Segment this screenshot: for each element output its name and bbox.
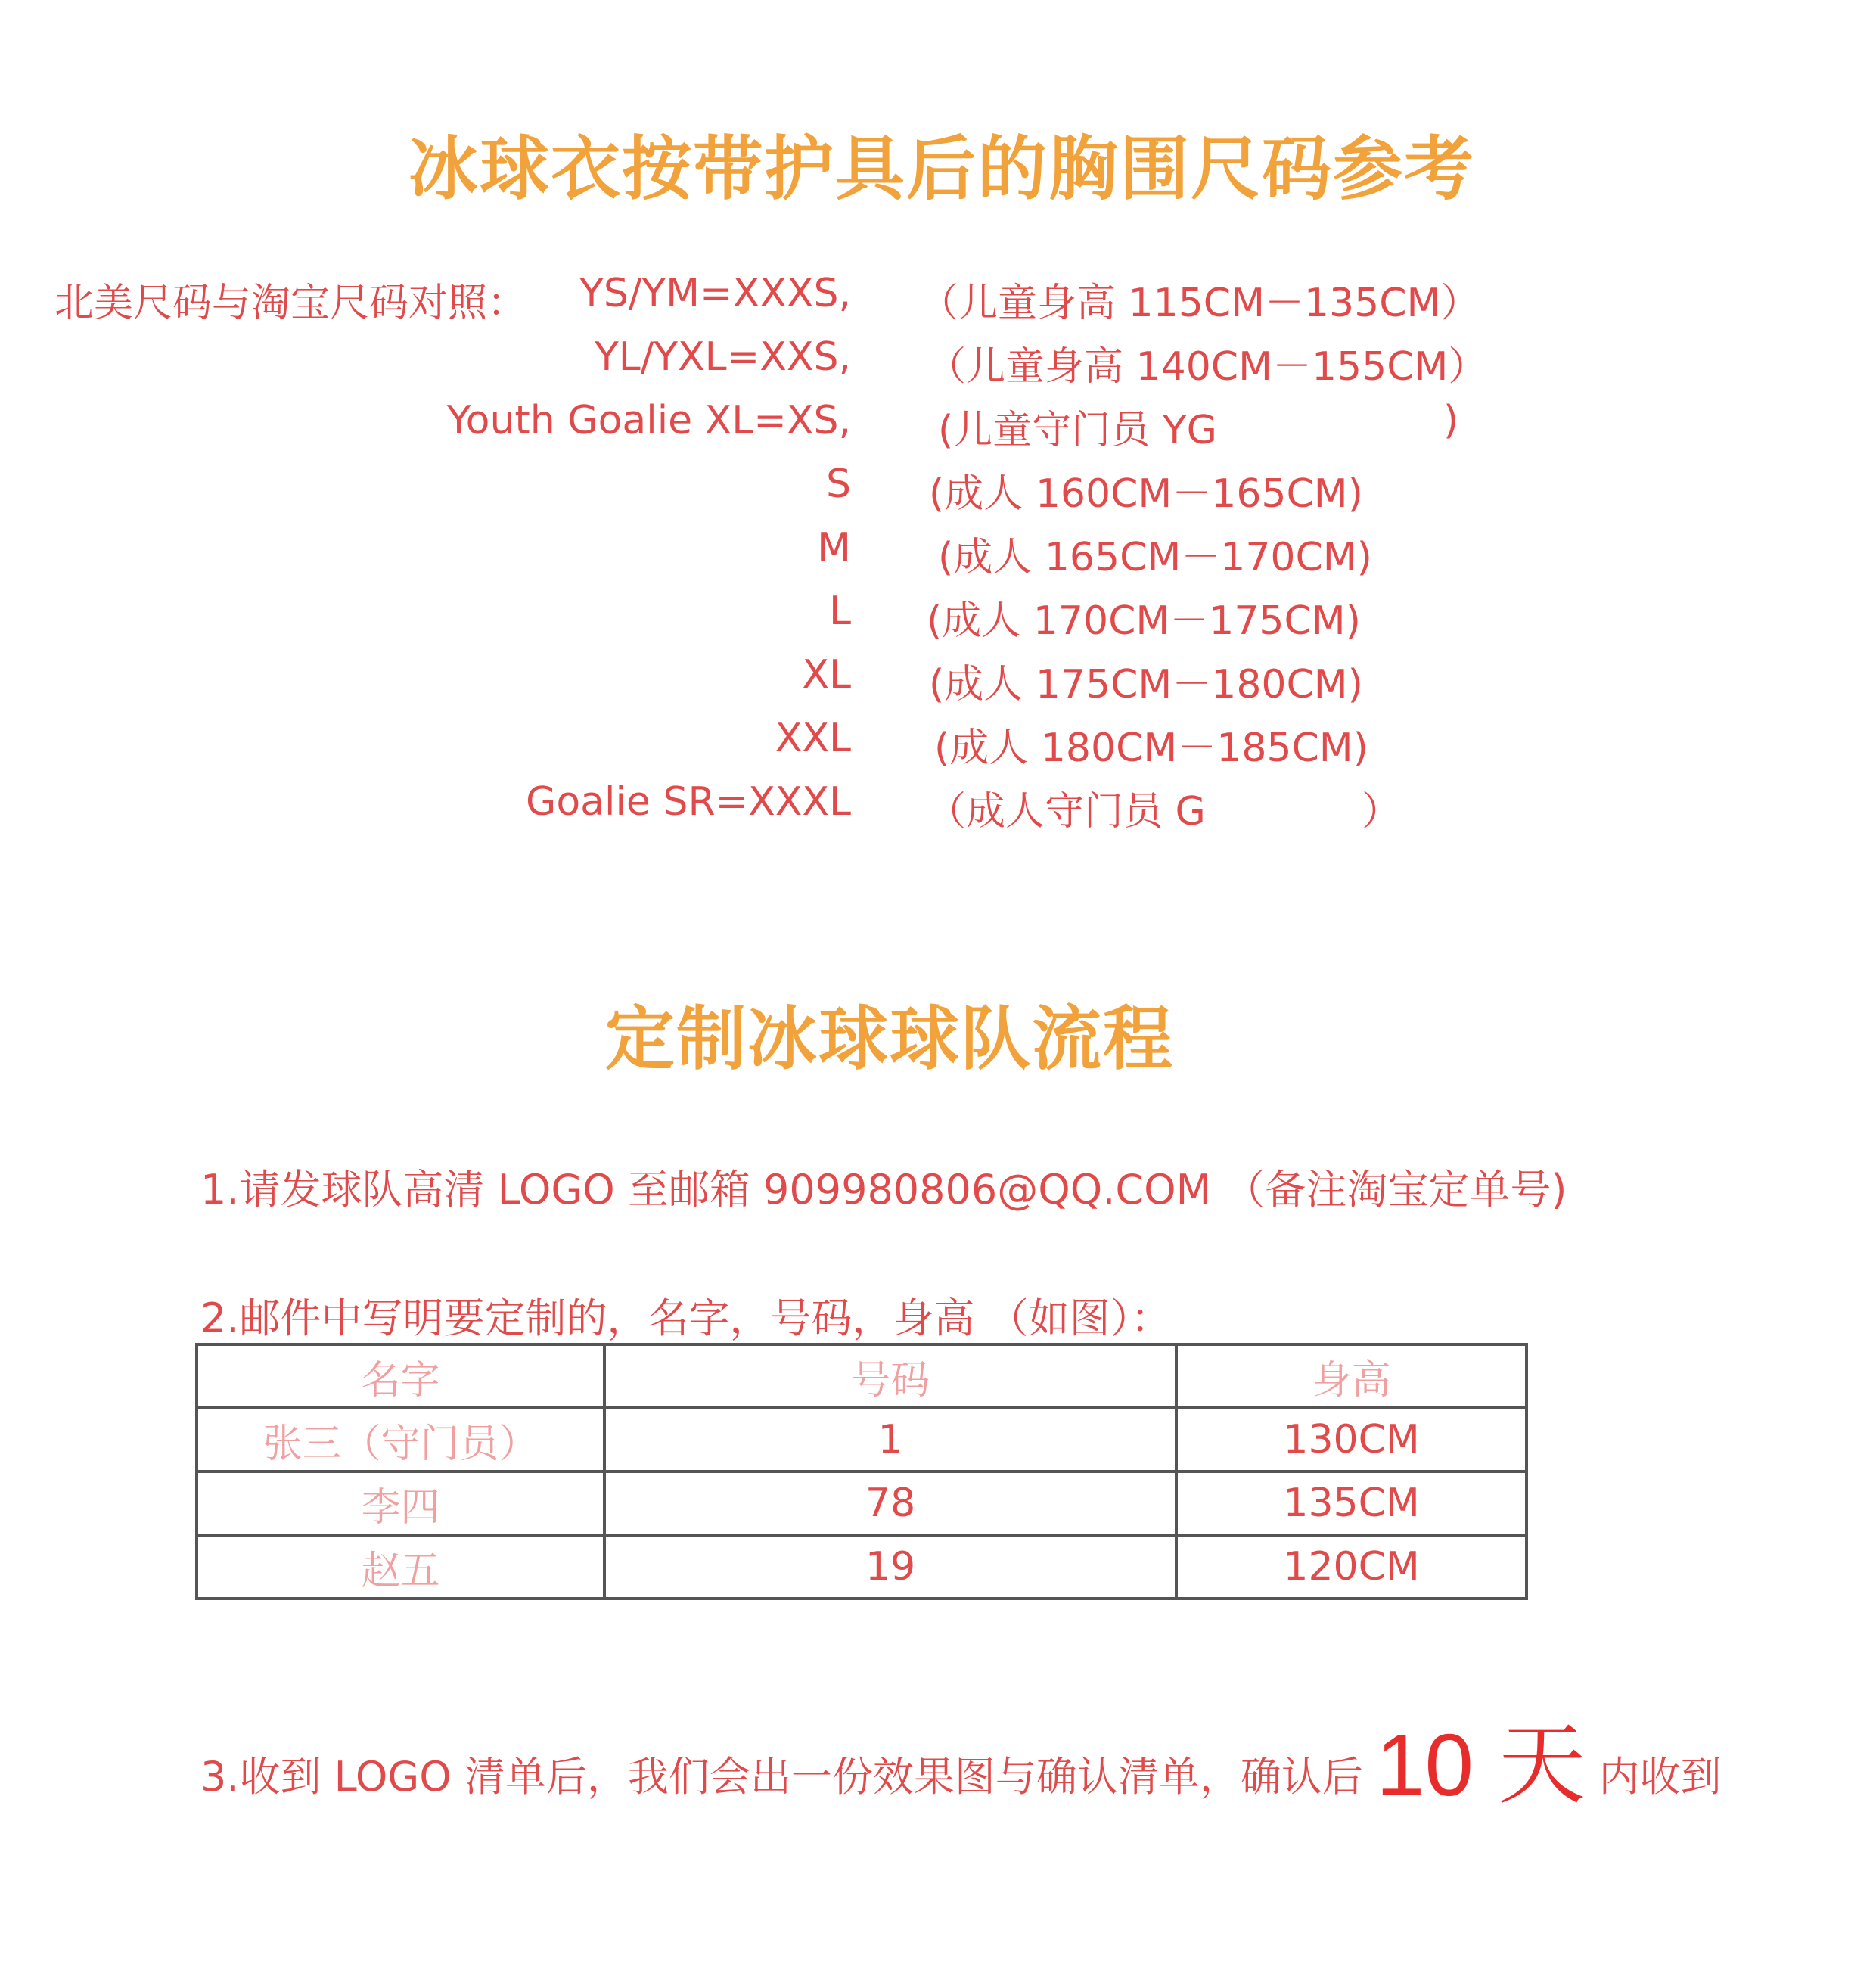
- size-desc: （儿童身高 115CM－135CM）: [919, 281, 1480, 326]
- size-desc: (成人 165CM－170CM): [938, 535, 1372, 580]
- table-header-number: 号码: [604, 1344, 1176, 1408]
- table-cell: 张三（守门员）: [197, 1408, 604, 1471]
- size-label: Youth Goalie XL=XS,: [446, 398, 851, 443]
- size-label: Goalie SR=XXXL: [526, 779, 851, 825]
- table-cell: 130CM: [1176, 1408, 1527, 1471]
- size-desc: （成人守门员 G: [927, 789, 1206, 834]
- table-cell: 19: [604, 1535, 1176, 1599]
- step-1-text: 1.请发球队高清 LOGO 至邮箱 909980806@QQ.COM （备注淘宝定单号): [200, 1166, 1567, 1213]
- table-header-row: [197, 1344, 1527, 1408]
- size-desc: (成人 170CM－175CM): [927, 598, 1361, 644]
- size-desc: (成人 175CM－180CM): [929, 662, 1363, 707]
- step-3-suffix: 内收到: [1598, 1753, 1722, 1801]
- size-desc: (成人 160CM－165CM): [929, 471, 1363, 517]
- table-cell: 120CM: [1176, 1535, 1527, 1599]
- process-title: 定制冰球球队流程: [605, 999, 1175, 1080]
- example-table: [195, 1343, 1528, 1600]
- size-desc: (成人 180CM－185CM): [934, 726, 1368, 771]
- size-label: YL/YXL=XXS,: [595, 334, 851, 380]
- table-row: [197, 1471, 1527, 1535]
- table-header-name: 名字: [197, 1344, 604, 1408]
- size-chart-title: 冰球衣按带护具后的胸围尺码参考: [408, 129, 1476, 210]
- size-label: M: [817, 525, 851, 570]
- table-cell: 78: [604, 1471, 1176, 1535]
- step-3-text: [200, 1695, 1721, 1821]
- size-desc: (儿童守门员 YG: [938, 408, 1217, 453]
- step-3-days: 10 天: [1376, 1716, 1586, 1814]
- size-label: YS/YM=XXXS,: [579, 271, 851, 316]
- table-row: [197, 1408, 1527, 1471]
- step-3-prefix: 3.收到 LOGO 清单后，我们会出一份效果图与确认清单，确认后: [200, 1753, 1363, 1801]
- step-2-text: 2.邮件中写明要定制的，名字，号码，身高 （如图）：: [200, 1294, 1172, 1342]
- table-cell: 赵五: [197, 1535, 604, 1599]
- size-label: XXL: [775, 716, 851, 761]
- table-header-height: 身高: [1176, 1344, 1527, 1408]
- table-cell: 李四: [197, 1471, 604, 1535]
- size-label: S: [825, 461, 851, 507]
- size-desc: （儿童身高 140CM－155CM）: [927, 344, 1488, 390]
- table-cell: 135CM: [1176, 1471, 1527, 1535]
- size-desc-end: ）: [1362, 789, 1402, 834]
- size-label: L: [829, 589, 851, 634]
- size-label: XL: [802, 652, 851, 698]
- size-chart-prefix: 北美尺码与淘宝尺码对照：: [54, 281, 527, 326]
- size-desc-end: ): [1443, 398, 1459, 443]
- table-row: [197, 1535, 1527, 1599]
- table-cell: 1: [604, 1408, 1176, 1471]
